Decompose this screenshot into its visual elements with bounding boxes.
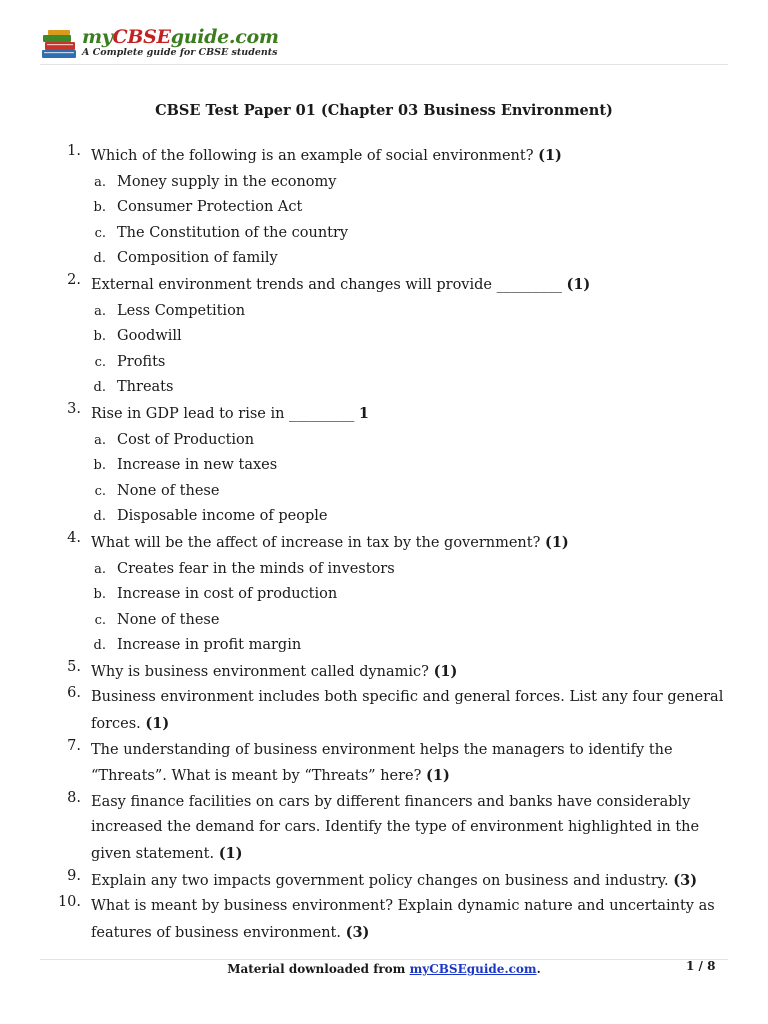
- option-text: None of these: [117, 482, 220, 499]
- option-text: Composition of family: [117, 250, 278, 267]
- question-number: 5.: [67, 658, 81, 675]
- footer-link[interactable]: myCBSEguide.com: [409, 962, 537, 976]
- question-item: [0, 868, 768, 895]
- option-text: Goodwill: [117, 328, 182, 345]
- option-label: b.: [93, 458, 106, 474]
- page-number: 1 / 8: [686, 959, 716, 973]
- answer-option: [0, 170, 768, 196]
- question-body: Explain any two impacts government policy changes on business and industry.: [91, 872, 669, 889]
- option-text: Increase in profit margin: [117, 637, 302, 654]
- option-text: Increase in new taxes: [117, 457, 278, 474]
- option-label: a.: [94, 174, 106, 190]
- answer-option: [0, 479, 768, 505]
- question-body: Easy finance facilities on cars by different financers and banks have considerably increased the demand for cars. Identify the type of environment highlighted in the given statement.: [91, 793, 700, 863]
- option-label: c.: [94, 225, 106, 241]
- option-text: Disposable income of people: [117, 508, 328, 525]
- question-number: 6.: [67, 685, 81, 702]
- question-body: Which of the following is an example of social environment?: [91, 148, 534, 164]
- question-text: [91, 868, 741, 895]
- brand-suffix: guide.com: [170, 26, 279, 48]
- question-item: [0, 272, 768, 401]
- option-text: Less Competition: [117, 302, 246, 319]
- books-logo-icon: [40, 28, 80, 60]
- question-marks: 1: [358, 404, 370, 422]
- question-text: [91, 143, 741, 170]
- question-body: External environment trends and changes will provide _________: [91, 276, 562, 293]
- question-body: What will be the affect of increase in tax by the government?: [91, 534, 541, 551]
- question-item: [0, 530, 768, 659]
- question-marks: (1): [433, 662, 458, 680]
- brand-logo-text[interactable]: [82, 26, 279, 48]
- option-label: c.: [94, 354, 106, 370]
- question-text: [91, 894, 741, 946]
- answer-option: [0, 324, 768, 350]
- question-item: [0, 659, 768, 686]
- question-number: 3.: [67, 400, 81, 417]
- option-label: c.: [94, 483, 106, 499]
- question-body: Business environment includes both specific and general forces. List any four general forces.: [91, 689, 724, 733]
- answer-option: [0, 350, 768, 376]
- answer-option: [0, 246, 768, 272]
- option-text: Consumer Protection Act: [117, 199, 303, 216]
- option-label: b.: [93, 329, 106, 345]
- question-item: [0, 143, 768, 272]
- footer-text: [0, 962, 768, 976]
- question-body: What is meant by business environment? Explain dynamic nature and uncertainty as features of business environment.: [91, 898, 715, 941]
- question-marks: (1): [538, 147, 562, 164]
- answer-option: [0, 633, 768, 659]
- answer-option: [0, 221, 768, 247]
- option-text: Threats: [117, 379, 174, 396]
- brand-prefix: my: [82, 26, 113, 48]
- question-number: 8.: [67, 789, 81, 806]
- question-text: [91, 790, 741, 868]
- question-text: [91, 685, 741, 737]
- question-item: [0, 790, 768, 868]
- question-number: 10.: [57, 894, 81, 911]
- question-marks: (1): [544, 533, 569, 551]
- answer-option: [0, 428, 768, 454]
- question-item: [0, 685, 768, 737]
- answer-option: [0, 299, 768, 325]
- option-text: Money supply in the economy: [117, 173, 337, 190]
- header-divider: [40, 64, 728, 65]
- option-label: b.: [93, 200, 106, 216]
- option-text: Increase in cost of production: [117, 586, 338, 603]
- question-item: [0, 401, 768, 530]
- option-label: a.: [94, 303, 106, 319]
- option-label: a.: [94, 432, 106, 448]
- option-label: d.: [93, 509, 106, 525]
- question-text: [91, 738, 741, 790]
- question-body: Why is business environment called dynamic?: [91, 663, 429, 680]
- footer-prefix: Material downloaded from: [227, 962, 410, 976]
- question-marks: (1): [218, 845, 243, 863]
- question-marks: (3): [345, 923, 370, 941]
- question-number: 4.: [67, 529, 81, 546]
- option-label: d.: [93, 638, 106, 654]
- option-label: d.: [93, 380, 106, 396]
- brand-tagline: A Complete guide for CBSE students: [82, 47, 278, 58]
- option-label: b.: [93, 587, 106, 603]
- option-label: d.: [93, 251, 106, 267]
- question-marks: (1): [145, 715, 170, 733]
- question-list: [0, 143, 768, 946]
- answer-option: [0, 557, 768, 583]
- answer-option: [0, 375, 768, 401]
- footer-divider: [40, 959, 728, 960]
- answer-option: [0, 453, 768, 479]
- answer-option: [0, 608, 768, 634]
- question-number: 1.: [67, 143, 81, 159]
- option-text: None of these: [117, 611, 220, 628]
- question-marks: (1): [566, 275, 591, 293]
- option-text: Creates fear in the minds of investors: [117, 560, 395, 577]
- footer-suffix: .: [536, 962, 541, 976]
- question-text: [91, 272, 741, 299]
- question-item: [0, 738, 768, 790]
- answer-option: [0, 195, 768, 221]
- option-text: The Constitution of the country: [117, 224, 349, 241]
- option-text: Profits: [117, 353, 166, 370]
- question-body: The understanding of business environment helps the managers to identify the “Threats”. What is meant by “Threats” here?: [91, 741, 673, 785]
- page-title: CBSE Test Paper 01 (Chapter 03 Business Environment): [155, 102, 613, 119]
- question-marks: (3): [673, 871, 698, 889]
- question-text: [91, 401, 741, 428]
- question-item: [0, 894, 768, 946]
- answer-option: [0, 504, 768, 530]
- question-number: 2.: [67, 271, 81, 288]
- option-label: c.: [94, 612, 106, 628]
- question-text: [91, 659, 741, 686]
- question-marks: (1): [426, 767, 450, 785]
- brand-cbse: CBSE: [112, 26, 171, 48]
- question-number: 9.: [67, 867, 81, 884]
- site-header: [40, 26, 728, 64]
- question-body: Rise in GDP lead to rise in _________: [91, 405, 355, 422]
- option-text: Cost of Production: [117, 431, 255, 448]
- option-label: a.: [94, 561, 106, 577]
- question-text: [91, 530, 741, 557]
- answer-option: [0, 582, 768, 608]
- question-number: 7.: [67, 737, 81, 754]
